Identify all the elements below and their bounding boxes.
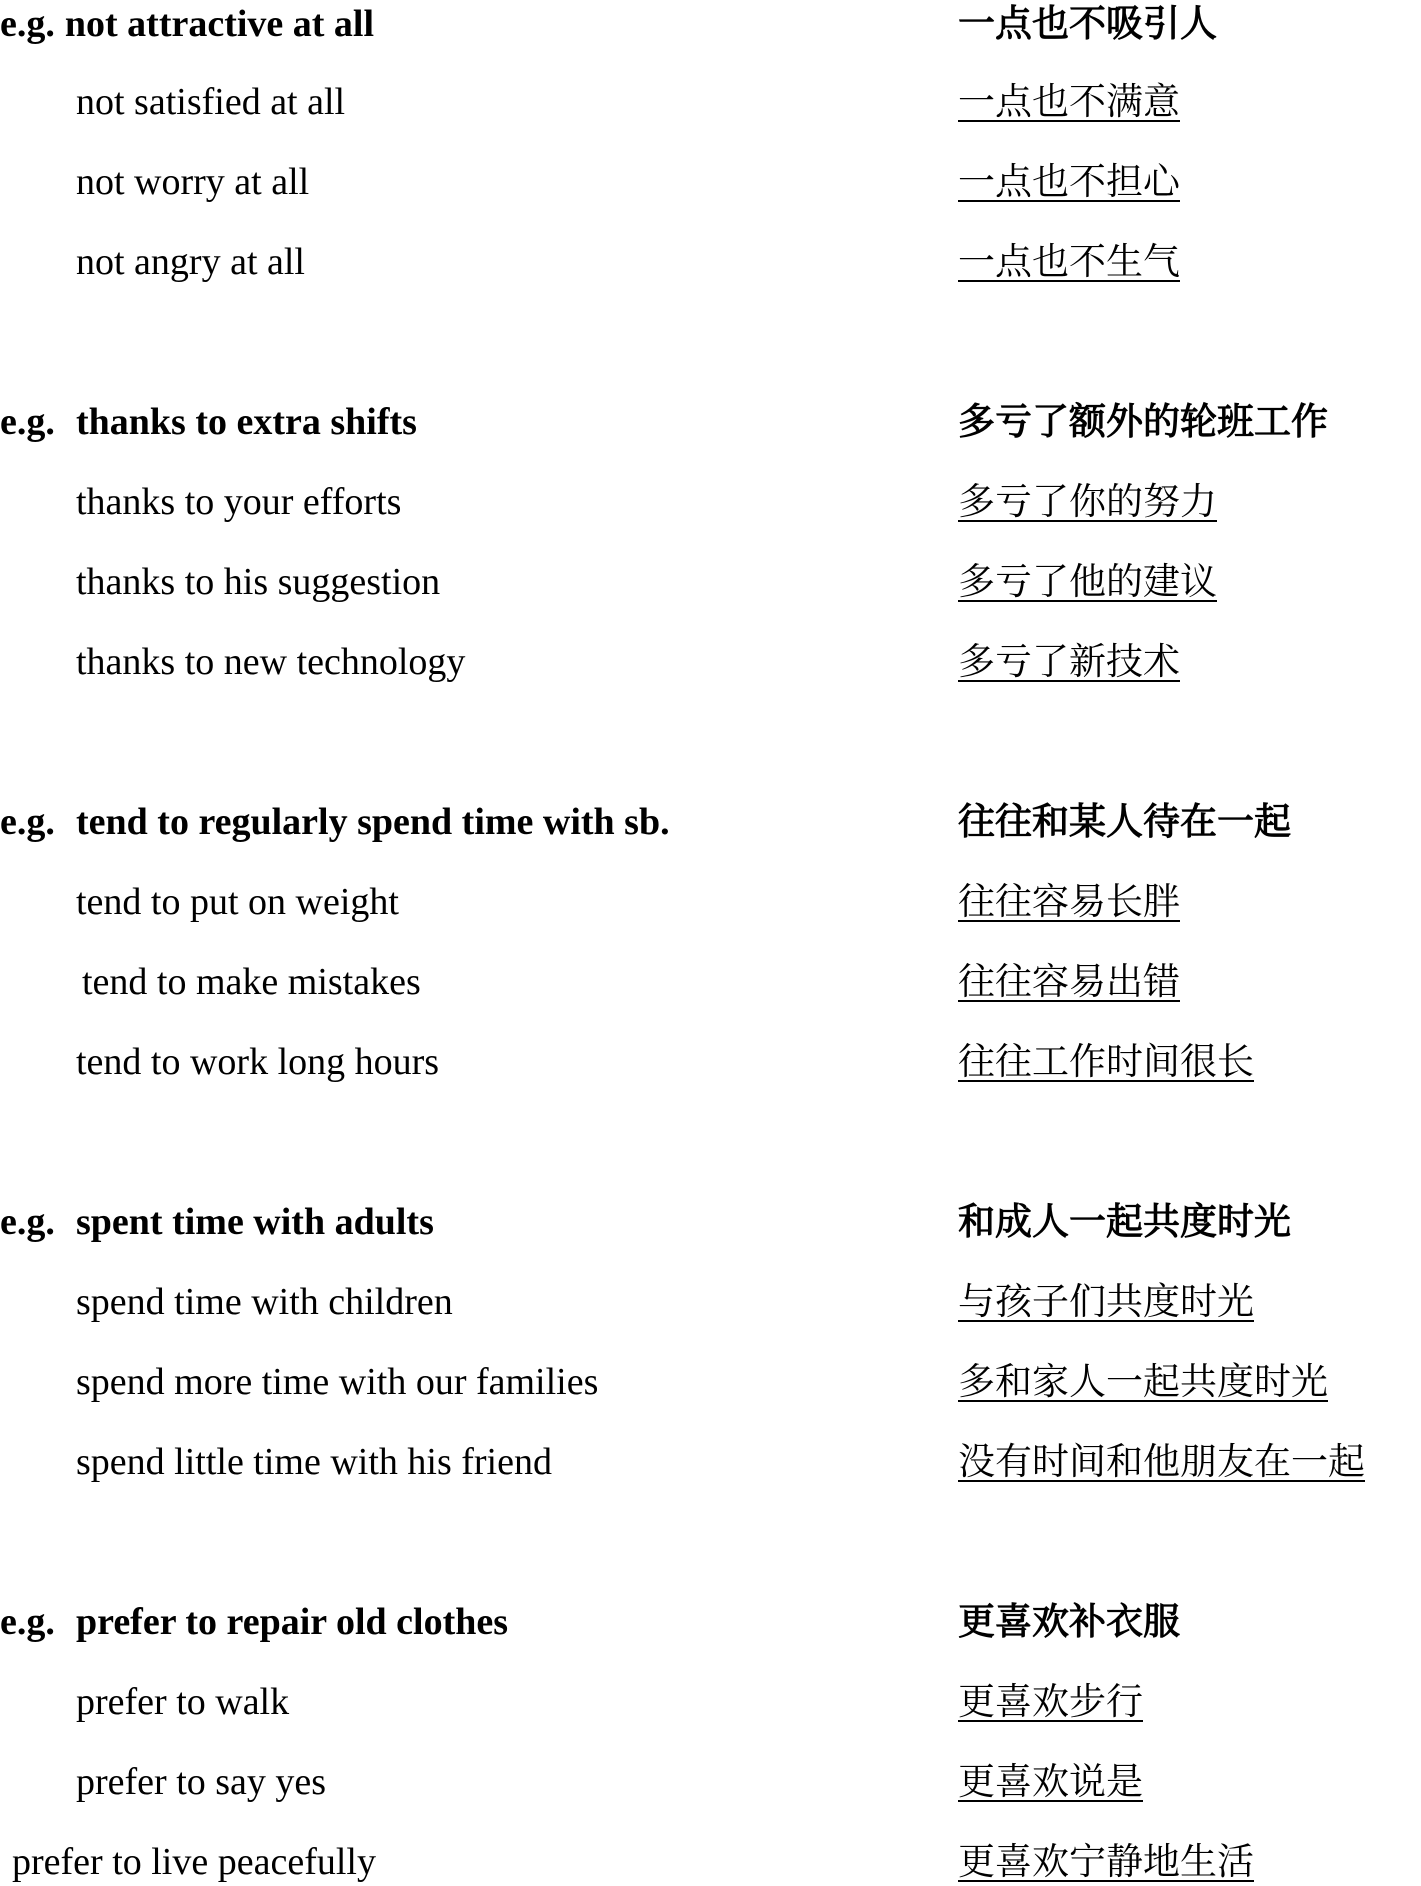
- example-phrase-zh: 往往和某人待在一起: [958, 800, 1291, 843]
- phrase-en: tend to make mistakes: [82, 961, 421, 1003]
- phrase-en: spend time with children: [76, 1281, 453, 1323]
- example-phrase-zh: 更喜欢补衣服: [958, 1600, 1180, 1643]
- phrase-zh-answer: 更喜欢宁静地生活: [958, 1840, 1254, 1883]
- phrase-zh-answer: 多亏了新技术: [958, 640, 1180, 683]
- example-text: thanks to extra shifts: [76, 401, 417, 443]
- phrase-en: not satisfied at all: [76, 81, 346, 123]
- eg-prefix: e.g.: [0, 1601, 55, 1643]
- phrase-en: thanks to your efforts: [76, 481, 402, 523]
- phrase-en: prefer to say yes: [76, 1761, 327, 1803]
- eg-prefix: e.g.: [0, 401, 55, 443]
- phrase-zh-answer: 一点也不满意: [958, 80, 1180, 123]
- phrase-zh-answer: 更喜欢步行: [958, 1680, 1143, 1723]
- eg-prefix: e.g.: [0, 1201, 55, 1243]
- phrase-en: tend to work long hours: [76, 1041, 440, 1083]
- phrase-en: thanks to new technology: [76, 641, 466, 683]
- example-phrase-en: [0, 398, 417, 446]
- example-phrase-zh: 一点也不吸引人: [958, 2, 1217, 45]
- phrase-en: spend more time with our families: [76, 1361, 599, 1403]
- example-phrase-en: [0, 798, 670, 846]
- phrase-en: thanks to his suggestion: [76, 561, 441, 603]
- eg-prefix: e.g.: [0, 3, 55, 45]
- eg-prefix: e.g.: [0, 801, 55, 843]
- phrase-en: not worry at all: [76, 161, 310, 203]
- example-phrase-en: [0, 1198, 434, 1246]
- example-phrase-en: [0, 1598, 508, 1646]
- example-phrase-zh: 多亏了额外的轮班工作: [958, 400, 1328, 443]
- phrase-en: tend to put on weight: [76, 881, 399, 923]
- phrase-zh-answer: 一点也不担心: [958, 160, 1180, 203]
- phrase-zh-answer: 往往容易长胖: [958, 880, 1180, 923]
- phrase-zh-answer: 没有时间和他朋友在一起: [958, 1440, 1365, 1483]
- phrase-zh-answer: 更喜欢说是: [958, 1760, 1143, 1803]
- phrase-zh-answer: 一点也不生气: [958, 240, 1180, 283]
- phrase-zh-answer: 往往容易出错: [958, 960, 1180, 1003]
- phrase-zh-answer: 多和家人一起共度时光: [958, 1360, 1328, 1403]
- phrase-en: prefer to walk: [76, 1681, 290, 1723]
- example-phrase-en: [0, 0, 374, 48]
- example-text: not attractive at all: [64, 3, 375, 45]
- example-phrase-zh: 和成人一起共度时光: [958, 1200, 1291, 1243]
- phrase-zh-answer: 多亏了你的努力: [958, 480, 1217, 523]
- phrase-zh-answer: 多亏了他的建议: [958, 560, 1217, 603]
- phrase-zh-answer: 与孩子们共度时光: [958, 1280, 1254, 1323]
- example-text: spent time with adults: [76, 1201, 434, 1243]
- phrase-zh-answer: 往往工作时间很长: [958, 1040, 1254, 1083]
- example-text: tend to regularly spend time with sb.: [76, 801, 670, 843]
- phrase-en: spend little time with his friend: [76, 1441, 552, 1483]
- phrase-en: not angry at all: [76, 241, 305, 283]
- example-text: prefer to repair old clothes: [76, 1601, 509, 1643]
- phrase-en: prefer to live peacefully: [12, 1841, 376, 1883]
